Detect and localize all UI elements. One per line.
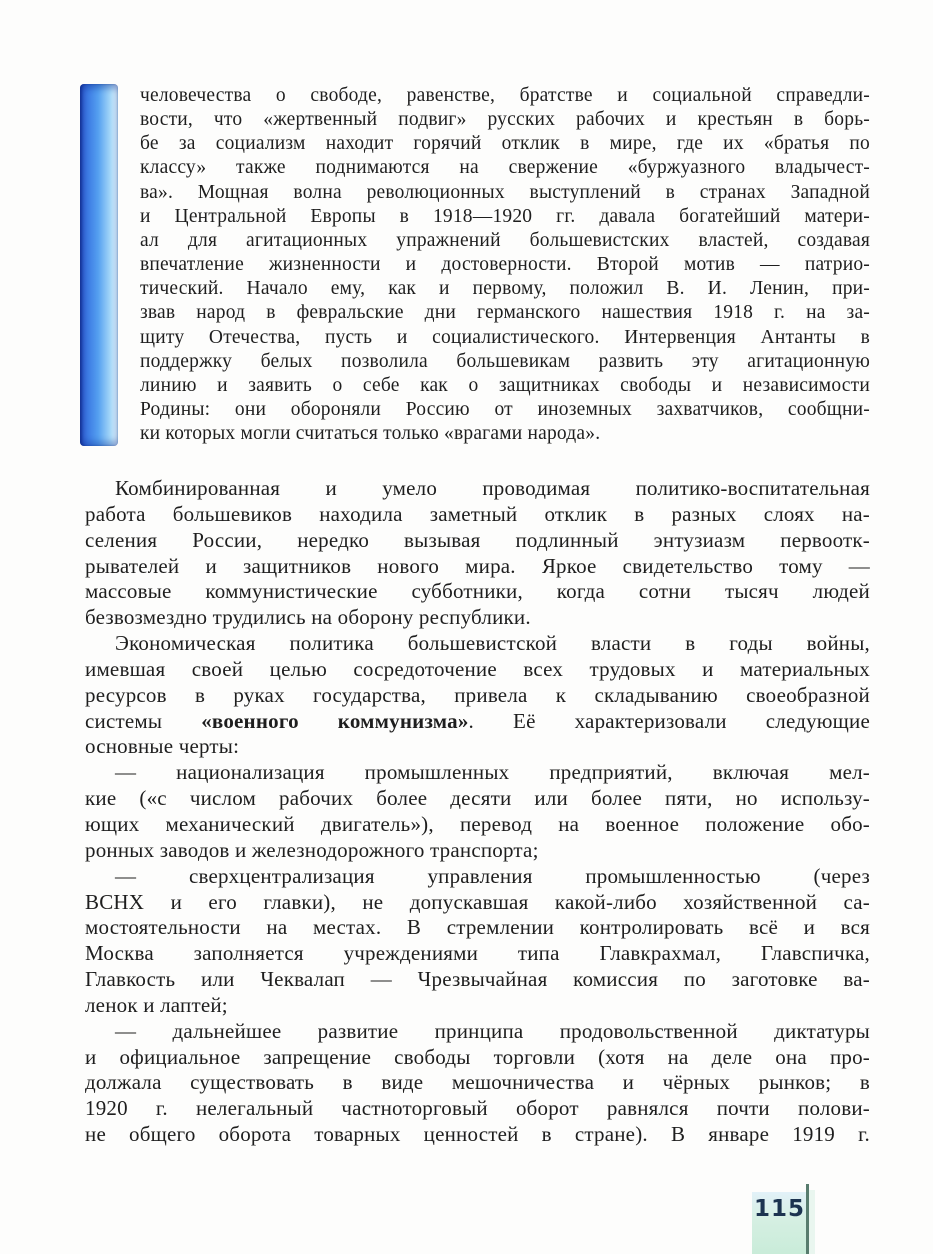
text-line: бе за социализм находит горячий отклик в мире, где их «братья по <box>140 133 870 155</box>
quote-text <box>140 84 870 446</box>
text-line: массовые коммунистические субботники, когда сотни тысяч людей <box>85 579 870 604</box>
text-line: безвозмездно трудились на оборону республики. <box>85 605 531 630</box>
text-line: Комбинированная и умело проводимая политико-воспитательная <box>115 476 870 500</box>
text-line: линию и заявить о себе как о защитниках свободы и независимости <box>140 374 870 396</box>
text-line: ВСНХ и его главки), не допускавшая какой-либо хозяйственной са- <box>85 889 870 914</box>
paragraph <box>85 760 870 863</box>
text-line: мостоятельности на местах. В стремлении контролировать всё и вся <box>85 915 870 940</box>
page-number-badge <box>752 1192 807 1254</box>
text-line: вости, что «жертвенный подвиг» русских рабочих и крестьян в борь- <box>140 109 870 131</box>
text-line: работа большевиков находила заметный отклик в разных слоях на- <box>85 501 870 526</box>
text-line: системы «военного коммунизма». Её характеризовали следующие <box>85 708 870 733</box>
paragraph <box>85 1019 870 1148</box>
text-line: селения России, нередко вызывая подлинный энтузиазм первоотк- <box>85 527 870 552</box>
text-line: Экономическая политика большевистской власти в годы войны, <box>115 631 870 656</box>
text-line: классу» также поднимаются на свержение «буржуазного владычест- <box>140 157 870 179</box>
text-line: ронных заводов и железнодорожного транспорта; <box>85 837 539 862</box>
paragraph <box>85 631 870 760</box>
page-number: 115 <box>753 1196 805 1222</box>
text-line: Родины: они обороняли Россию от иноземных захватчиков, сообщни- <box>140 399 870 421</box>
text-line: 1920 г. нелегальный частноторговый оборот равнялся почти полови- <box>85 1096 870 1121</box>
text-line: ющих механический двигатель»), перевод на военное положение обо- <box>85 811 870 836</box>
text-line: ал для агитационных упражнений большевистских властей, создавая <box>140 229 870 251</box>
text-line: кие («с числом рабочих более десяти или более пяти, но использу- <box>85 786 870 811</box>
text-line: — сверхцентрализация управления промышленностью (через <box>115 863 870 888</box>
text-line: — национализация промышленных предприятий, включая мел- <box>115 760 870 785</box>
text-line: щиту Отечества, пусть и социалистического. Интервенция Антанты в <box>140 326 870 348</box>
text-line: Москва заполняется учреждениями типа Главкрахмал, Главспичка, <box>85 941 870 966</box>
body-text <box>85 476 870 1148</box>
text-line: ва». Мощная волна революционных выступлений в странах Западной <box>140 181 870 203</box>
quote-accent-bar <box>80 84 118 446</box>
text-line: тический. Начало ему, как и первому, положил В. И. Ленин, при- <box>140 278 870 300</box>
text-line: звав народ в февральские дни германского нашествия 1918 г. на за- <box>140 302 870 324</box>
sidebar-quote-block <box>80 84 870 446</box>
text-line: Главкость или Чеквалап — Чрезвычайная комиссия по заготовке ва- <box>85 967 870 992</box>
paragraph <box>85 864 870 1019</box>
text-line: поддержку белых позволила большевикам развить эту агитационную <box>140 350 870 372</box>
text-line: основные черты: <box>85 734 240 759</box>
text-line: ресурсов в руках государства, привела к складыванию своеобразной <box>85 682 870 707</box>
text-line: рывателей и защитников нового мира. Яркое свидетельство тому — <box>85 553 870 578</box>
page-edge-strip <box>809 1190 815 1254</box>
text-line: должала существовать в виде мешочничества и чёрных рынков; в <box>85 1070 870 1095</box>
text-line: ки которых могли считаться только «врагами народа». <box>140 423 601 445</box>
text-line: имевшая своей целью сосредоточение всех трудовых и материальных <box>85 656 870 681</box>
text-line: человечества о свободе, равенстве, братстве и социальной справедли- <box>140 85 870 106</box>
text-line: не общего оборота товарных ценностей в стране). В январе 1919 г. <box>85 1122 870 1147</box>
paragraph <box>85 476 870 631</box>
text-line: — дальнейшее развитие принципа продовольственной диктатуры <box>115 1018 870 1043</box>
text-line: впечатление жизненности и достоверности. Второй мотив — патрио- <box>140 254 870 276</box>
text-line: ленок и лаптей; <box>85 992 228 1017</box>
text-line: и Центральной Европы в 1918—1920 гг. давала богатейший матери- <box>140 205 870 227</box>
text-line: и официальное запрещение свободы торговли (хотя на деле она про- <box>85 1044 870 1069</box>
